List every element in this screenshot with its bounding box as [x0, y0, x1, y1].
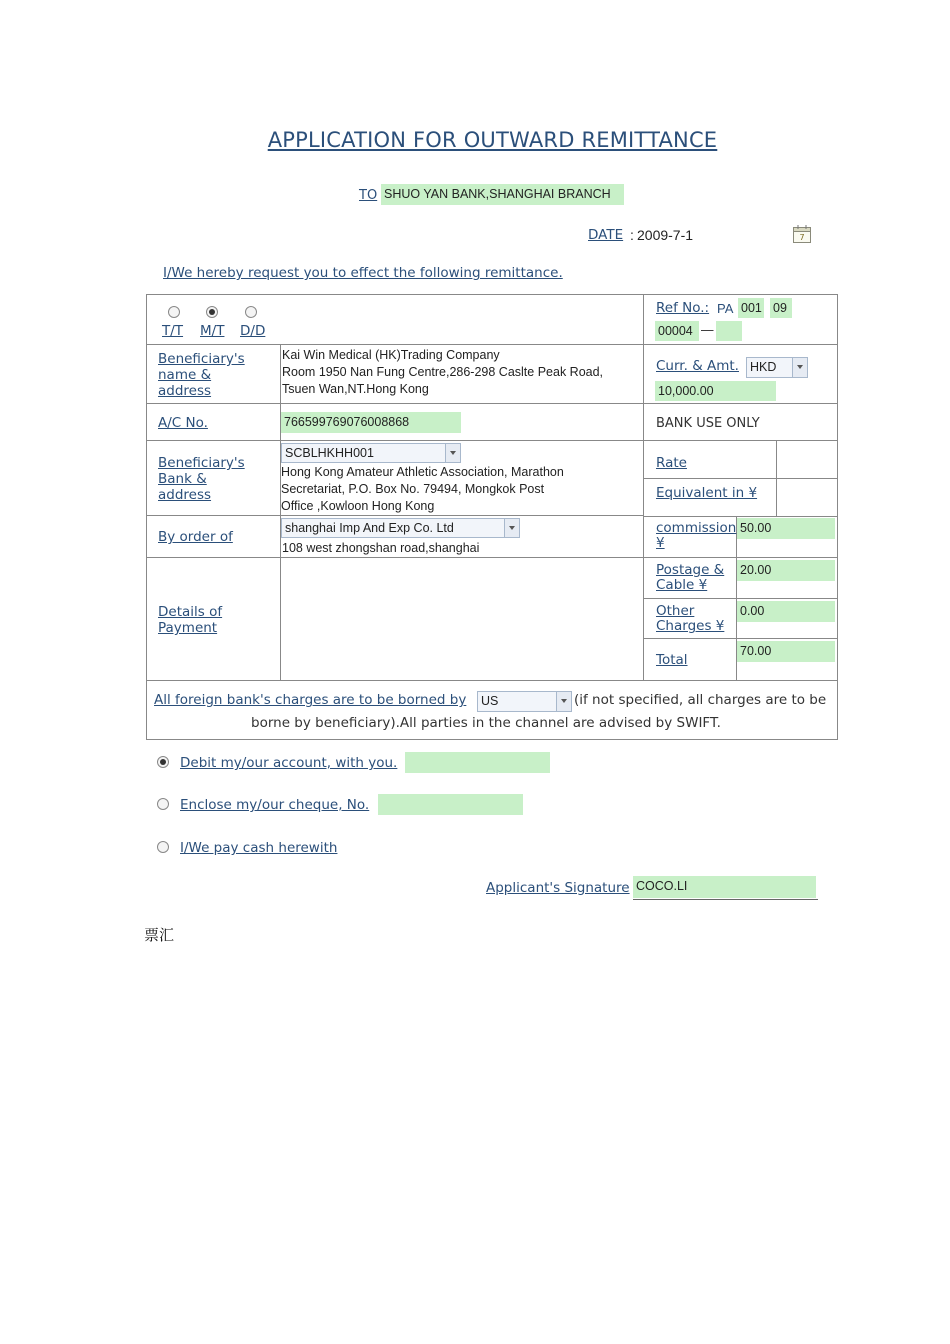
date-label: DATE: [588, 227, 624, 243]
charges-note-line2: borne by beneficiary).All parties in the channel are advised by SWIFT.: [251, 715, 721, 731]
amount-field[interactable]: 10,000.00: [655, 381, 776, 401]
other-charges-field[interactable]: 0.00: [737, 601, 835, 622]
beneficiary-label: Beneficiary's name & address: [158, 351, 245, 399]
dd-label: D/D: [240, 323, 266, 339]
ref-no-label: Ref No.:: [656, 300, 710, 316]
tt-label: T/T: [162, 323, 184, 339]
cheque-radio[interactable]: [157, 798, 169, 810]
details-of-payment-field[interactable]: [284, 562, 639, 676]
beneficiary-address-field[interactable]: Kai Win Medical (HK)Trading Company Room 1950 Nan Fung Centre,286-298 Caslte Peak Road, Tsuen Wan,NT.Hong Kong: [282, 348, 604, 396]
to-label: TO: [359, 188, 378, 203]
debit-account-field[interactable]: [405, 752, 550, 773]
cheque-label: Enclose my/our cheque, No.: [180, 797, 370, 813]
beneficiary-bank-label: Beneficiary's Bank & address: [158, 455, 245, 503]
ref-part2-field[interactable]: 09: [770, 298, 792, 318]
date-value[interactable]: 2009-7-1: [637, 227, 694, 243]
charges-label: All foreign bank's charges are to be borned by: [154, 692, 467, 708]
ref-part4-field[interactable]: [716, 321, 742, 341]
rate-label: Rate: [656, 455, 687, 471]
chevron-down-icon: [504, 519, 519, 537]
order-name-select[interactable]: shanghai Imp And Exp Co. Ltd: [281, 518, 520, 538]
request-text: I/We hereby request you to effect the following remittance.: [163, 265, 563, 281]
bank-use-only-label: BANK USE ONLY: [656, 416, 760, 431]
order-address-field[interactable]: 108 west zhongshan road,shanghai: [282, 541, 480, 555]
beneficiary-bank-address-field[interactable]: Hong Kong Amateur Athletic Association, Marathon Secretariat, P.O. Box No. 79494, Mongkok Post Office ,Kowloon Hong Kong: [281, 465, 564, 513]
ref-dash: —: [701, 323, 714, 337]
equivalent-label: Equivalent in ¥: [656, 485, 758, 501]
postage-field[interactable]: 20.00: [737, 560, 835, 581]
postage-label: Postage & Cable ¥: [656, 562, 725, 593]
debit-radio[interactable]: [157, 756, 169, 768]
ref-part1-field[interactable]: 001: [738, 298, 764, 318]
total-label: Total: [656, 652, 688, 668]
tt-radio[interactable]: [168, 306, 180, 318]
date-separator: :: [630, 227, 634, 243]
chevron-down-icon: [556, 692, 571, 711]
commission-label: commission ¥: [656, 520, 737, 551]
curr-amt-label: Curr. & Amt.: [656, 358, 739, 374]
ref-part3-field[interactable]: 00004: [655, 321, 699, 341]
signature-field[interactable]: COCO.LI: [633, 876, 816, 898]
calendar-day: 7: [799, 233, 805, 242]
cash-radio[interactable]: [157, 841, 169, 853]
cheque-number-field[interactable]: [378, 794, 523, 815]
bank-swift-select[interactable]: SCBLHKHH001: [281, 443, 461, 463]
ac-no-field[interactable]: 766599769076008868: [281, 412, 461, 433]
chevron-down-icon: [445, 444, 460, 462]
details-of-payment-label: Details of Payment: [158, 604, 223, 636]
currency-select[interactable]: HKD: [746, 357, 808, 378]
by-order-label: By order of: [158, 529, 233, 545]
mt-radio[interactable]: [206, 306, 218, 318]
ref-prefix: PA: [717, 301, 734, 316]
dd-radio[interactable]: [245, 306, 257, 318]
total-field[interactable]: 70.00: [737, 641, 835, 662]
footer-caption: 票汇: [144, 926, 175, 944]
ac-no-label: A/C No.: [158, 415, 208, 431]
to-bank-field[interactable]: SHUO YAN BANK,SHANGHAI BRANCH: [381, 184, 624, 205]
page-title: APPLICATION FOR OUTWARD REMITTANCE: [267, 128, 718, 152]
charges-note: (if not specified, all charges are to be: [574, 692, 827, 708]
debit-label: Debit my/our account, with you.: [180, 755, 398, 771]
chevron-down-icon: [792, 358, 807, 377]
mt-label: M/T: [200, 323, 225, 339]
calendar-icon[interactable]: [792, 224, 812, 248]
cash-label: I/We pay cash herewith: [180, 840, 338, 856]
commission-field[interactable]: 50.00: [737, 518, 835, 539]
charges-bearer-select[interactable]: US: [477, 691, 572, 712]
other-charges-label: Other Charges ¥: [656, 603, 725, 634]
signature-label: Applicant's Signature: [486, 880, 630, 896]
